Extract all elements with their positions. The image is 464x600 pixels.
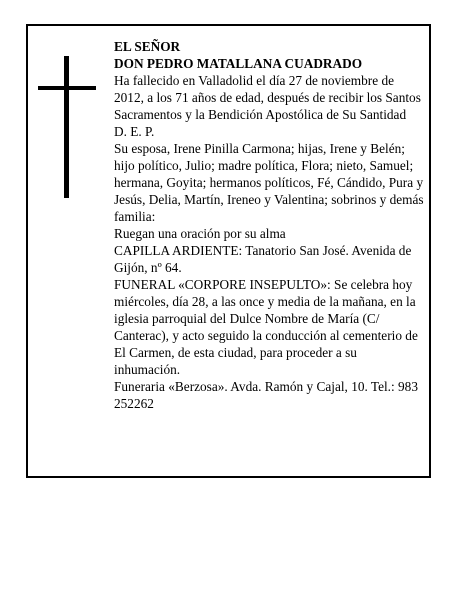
obituary-rip: D. E. P. xyxy=(114,124,155,139)
obituary-death-announcement: Ha fallecido en Valladolid el día 27 de noviembre de 2012, a los 71 años de edad, después de recibir los Santos Sacramentos y la Bendición Apostólica de Su Santidad xyxy=(114,73,421,122)
cross-horizontal-bar xyxy=(38,86,96,90)
obituary-funeral: FUNERAL «CORPORE INSEPULTO»: Se celebra hoy miércoles, día 28, a las once y media de la mañana, en la iglesia parroquial del Dulce Nombre de María (C/ Canterac), y acto seguido la conducción al cementerio de El Carmen, de esta ciudad, para proceder a su inhumación. xyxy=(114,277,418,377)
obituary-text xyxy=(114,38,426,412)
obituary-funeral-home: Funeraria «Berzosa». Avda. Ramón y Cajal, 10. Tel.: 983 252262 xyxy=(114,379,418,411)
cross-icon xyxy=(38,56,96,198)
cross-vertical-bar xyxy=(64,56,69,198)
obituary-title-line-1: EL SEÑOR xyxy=(114,39,181,54)
obituary-family: Su esposa, Irene Pinilla Carmona; hijas, Irene y Belén; hijo político, Julio; madre política, Flora; nieto, Samuel; hermana, Goyita; hermanos políticos, Fé, Cándido, Pura y Jesús, Delia, Martín, Ireneo y Valentina; sobrinos y demás familia: xyxy=(114,141,424,224)
obituary-prayer-request: Ruegan una oración por su alma xyxy=(114,226,286,241)
obituary-chapel: CAPILLA ARDIENTE: Tanatorio San José. Avenida de Gijón, nº 64. xyxy=(114,243,412,275)
obituary-deceased-name: DON PEDRO MATALLANA CUADRADO xyxy=(114,56,363,71)
